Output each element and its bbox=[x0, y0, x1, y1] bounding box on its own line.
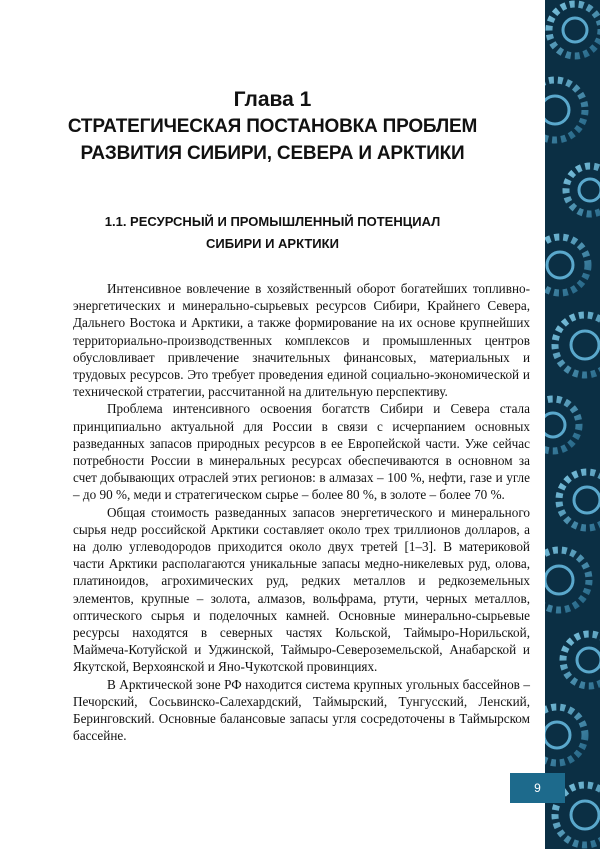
paragraph: Общая стоимость разведанных запасов энергетического и минерального сырья недр российской Арктики составляет около трех триллионов долларов, а на долю углеводородов приходится около двух третей [1–3]. В материковой части Арктики располагаются уникальные запасы медно-никелевых руд, олова, платиноидов, агрохимических руд, редких металлов и редкоземельных элементов, крупные – золота, алмазов, вольфрама, ртути, черных металлов, оптического сырья и поделочных камней. Основные минерально-сырьевые ресурсы находятся в северных частях Кольской, Таймыро-Норильской, Маймеча-Котуйской и Уджинской, Таймыро-Североземельской, Анабарской и Якутской, Верхоянской и Яно-Чукотской провинциях. bbox=[73, 504, 530, 675]
section-title bbox=[70, 211, 475, 255]
page-number: 9 bbox=[534, 781, 541, 795]
paragraph: В Арктической зоне РФ находится система крупных угольных бассейнов – Печорский, Сосьвинско-Салехардский, Таймырский, Тунгусский, Ленский, Беринговский. Основные балансовые запасы угля сосредоточены в Таймырском бассейне. bbox=[73, 676, 530, 744]
section-title-line-1: 1.1. РЕСУРСНЫЙ И ПРОМЫШЛЕННЫЙ ПОТЕНЦИАЛ bbox=[104, 214, 441, 229]
chapter-title bbox=[40, 113, 505, 167]
chapter-title-line-1: СТРАТЕГИЧЕСКАЯ ПОСТАНОВКА ПРОБЛЕМ bbox=[67, 116, 478, 137]
chapter-number: Глава 1 bbox=[233, 88, 312, 111]
chapter-title-line-2: РАЗВИТИЯ СИБИРИ, СЕВЕРА И АРКТИКИ bbox=[80, 143, 465, 164]
section-title-line-2: СИБИРИ И АРКТИКИ bbox=[206, 236, 339, 251]
decorative-gear-strip bbox=[545, 0, 600, 849]
paragraph: Проблема интенсивного освоения богатств Сибири и Севера стала принципиально актуальной для России в связи с исчерпанием основных разведанных запасов природных ресурсов в ее Европейской части. Уже сейчас потребности России в минеральных ресурсах обеспечиваются в основном за счет добывающих отраслей этих регионов: в алмазах – 100 %, нефти, газе и угле – до 90 %, меди и стратегическом сырье – более 80 %, в золоте – более 70 %. bbox=[73, 401, 530, 503]
page-number-badge bbox=[510, 773, 565, 803]
paragraph: Интенсивное вовлечение в хозяйственный оборот богатейших топливно-энергетических и минерально-сырьевых ресурсов Сибири, Крайнего Севера, Дальнего Востока и Арктики, а также формирование на их основе крупнейших территориально-производственных комплексов и промышленных центров обусловливает привлечение значительных финансовых, материальных и трудовых ресурсов. Это требует проведения единой социально-экономической и технической стратегии, рассчитанной на длительную перспективу. bbox=[73, 281, 530, 400]
gears-pattern-icon bbox=[545, 0, 600, 849]
body-text bbox=[73, 280, 530, 744]
